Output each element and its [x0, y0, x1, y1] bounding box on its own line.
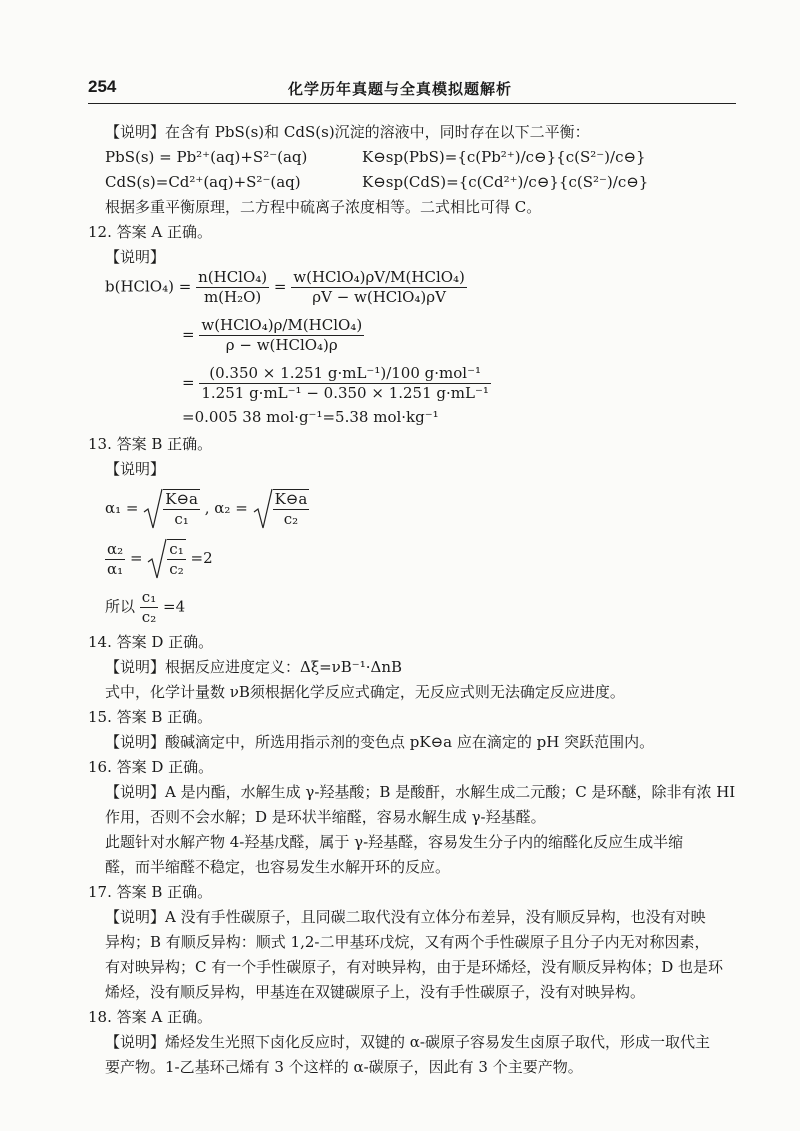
explanation-line: 【说明】根据反应进度定义：Δξ=νB⁻¹·ΔnB [105, 658, 403, 676]
denominator: m(H₂O) [196, 287, 269, 307]
running-title: 化学历年真题与全真模拟题解析 [287, 80, 512, 98]
denominator: c₂ [273, 509, 310, 529]
denominator: c₁ [163, 509, 200, 529]
explanation-line: 此题针对水解产物 4-羟基戊醛，属于 γ-羟基醛，容易发生分子内的缩醛化反应生成半缩 [105, 833, 684, 851]
equation-12-line3 [182, 364, 491, 403]
radical-sign-icon [143, 488, 163, 530]
explanation-line: 【说明】烯烃发生光照下卤化反应时，双键的 α-碳原子容易发生卤原子取代，形成一取代主 [105, 1033, 710, 1051]
answer-17: 17. 答案 B 正确。 [88, 883, 213, 901]
fraction [105, 540, 125, 579]
explanation-line: 有对映异构；C 有一个手性碳原子，有对映异构，由于是环烯烃，没有顺反异构体；D 也是环 [105, 958, 724, 976]
denominator: α₁ [107, 559, 124, 578]
answer-16: 16. 答案 D 正确。 [88, 758, 214, 776]
denominator: ρ − w(HClO₄)ρ [199, 335, 364, 355]
explanation-label: 【说明】 [105, 248, 166, 266]
numerator: K⊖a [165, 490, 198, 508]
numerator: K⊖a [274, 490, 308, 508]
equals-sign: = [273, 277, 287, 296]
denominator: c₂ [169, 560, 184, 578]
square-root [253, 488, 310, 530]
radical-sign-icon [147, 538, 167, 580]
explanation-line: 根据多重平衡原理，二方程中硫离子浓度相等。二式相比可得 C。 [105, 198, 542, 216]
numerator: w(HClO₄)ρ/M(HClO₄) [201, 316, 363, 334]
denominator: c₂ [141, 608, 157, 626]
equals-sign: = [182, 373, 195, 392]
explanation-line: 异构；B 有顺反异构：顺式 1,2-二甲基环戊烷，又有两个手性碳原子且分子内无对称因素， [105, 933, 710, 951]
equation-13-alpha [105, 488, 309, 530]
numerator: n(HClO₄) [198, 268, 268, 286]
equation-13-conclusion [105, 588, 185, 627]
answer-13: 13. 答案 B 正确。 [88, 435, 213, 453]
explanation-line: 【说明】在含有 PbS(s)和 CdS(s)沉淀的溶液中，同时存在以下二平衡： [105, 123, 590, 141]
square-root [147, 538, 185, 580]
equation-13-ratio [105, 538, 213, 580]
explanation-line: 【说明】酸碱滴定中，所选用指示剂的变色点 pK⊖a 应在滴定的 pH 突跃范围内。 [105, 733, 655, 751]
fraction [199, 364, 491, 403]
fraction [140, 588, 158, 627]
fraction [291, 268, 467, 307]
alpha2-lhs: , α₂ = [204, 499, 248, 517]
answer-15: 15. 答案 B 正确。 [88, 708, 213, 726]
numerator: α₂ [107, 539, 124, 558]
page-number: 254 [88, 77, 117, 96]
answer-12: 12. 答案 A 正确。 [88, 223, 212, 241]
ksp-cds: K⊖sp(CdS)={c(Cd²⁺)/c⊖}{c(S²⁻)/c⊖} [362, 173, 649, 191]
answer-14: 14. 答案 D 正确。 [88, 633, 214, 651]
fraction [196, 268, 269, 307]
equals-sign: = [129, 549, 143, 567]
explanation-line: 【说明】A 没有手性碳原子，且同碳二取代没有立体分布差异，没有顺反异构，也没有对映 [105, 908, 706, 926]
equation-12-line2 [182, 316, 364, 355]
equilibrium-pbs: PbS(s) = Pb²⁺(aq)+S²⁻(aq) [105, 148, 308, 166]
explanation-line: 【说明】A 是内酯，水解生成 γ-羟基酸；B 是酸酐，水解生成二元酸；C 是环醚，除非有浓 HI [105, 783, 736, 801]
numerator: c₁ [141, 588, 157, 606]
numerator: w(HClO₄)ρV/M(HClO₄) [293, 268, 465, 286]
explanation-line: 要产物。1-乙基环己烯有 3 个这样的 α-碳原子，因此有 3 个主要产物。 [105, 1058, 583, 1076]
denominator: 1.251 g·mL⁻¹ − 0.350 × 1.251 g·mL⁻¹ [201, 384, 489, 402]
equation-12-line1 [105, 268, 467, 307]
equation-12-result: =0.005 38 mol·g⁻¹=5.38 mol·kg⁻¹ [182, 408, 439, 426]
explanation-label: 【说明】 [105, 460, 166, 478]
explanation-line: 醛，而半缩醛不稳定，也容易发生水解开环的反应。 [105, 858, 451, 876]
explanation-line: 烯烃，没有顺反异构，甲基连在双键碳原子上，没有手性碳原子，没有对映异构。 [105, 983, 646, 1001]
square-root [143, 488, 200, 530]
denominator: ρV − w(HClO₄)ρV [291, 287, 467, 307]
explanation-line: 作用，否则不会水解；D 是环状半缩醛，容易水解生成 γ-羟基醛。 [105, 808, 546, 826]
ratio-result: =2 [190, 549, 213, 567]
equilibrium-cds: CdS(s)=Cd²⁺(aq)+S²⁻(aq) [105, 173, 301, 191]
numerator: (0.350 × 1.251 g·mL⁻¹)/100 g·mol⁻¹ [209, 364, 482, 382]
answer-18: 18. 答案 A 正确。 [88, 1008, 212, 1026]
fraction [199, 316, 364, 355]
molality-lhs: b(HClO₄) = [105, 277, 192, 296]
conclusion-result: =4 [163, 597, 186, 616]
alpha1-lhs: α₁ = [105, 499, 139, 517]
ksp-pbs: K⊖sp(PbS)={c(Pb²⁺)/c⊖}{c(S²⁻)/c⊖} [362, 148, 646, 166]
header-rule [88, 103, 736, 104]
radical-sign-icon [253, 488, 273, 530]
explanation-line: 式中，化学计量数 νB须根据化学反应式确定，无反应式则无法确定反应进度。 [105, 683, 625, 701]
equals-sign: = [182, 325, 195, 344]
numerator: c₁ [169, 540, 184, 558]
so-label: 所以 [105, 597, 136, 616]
